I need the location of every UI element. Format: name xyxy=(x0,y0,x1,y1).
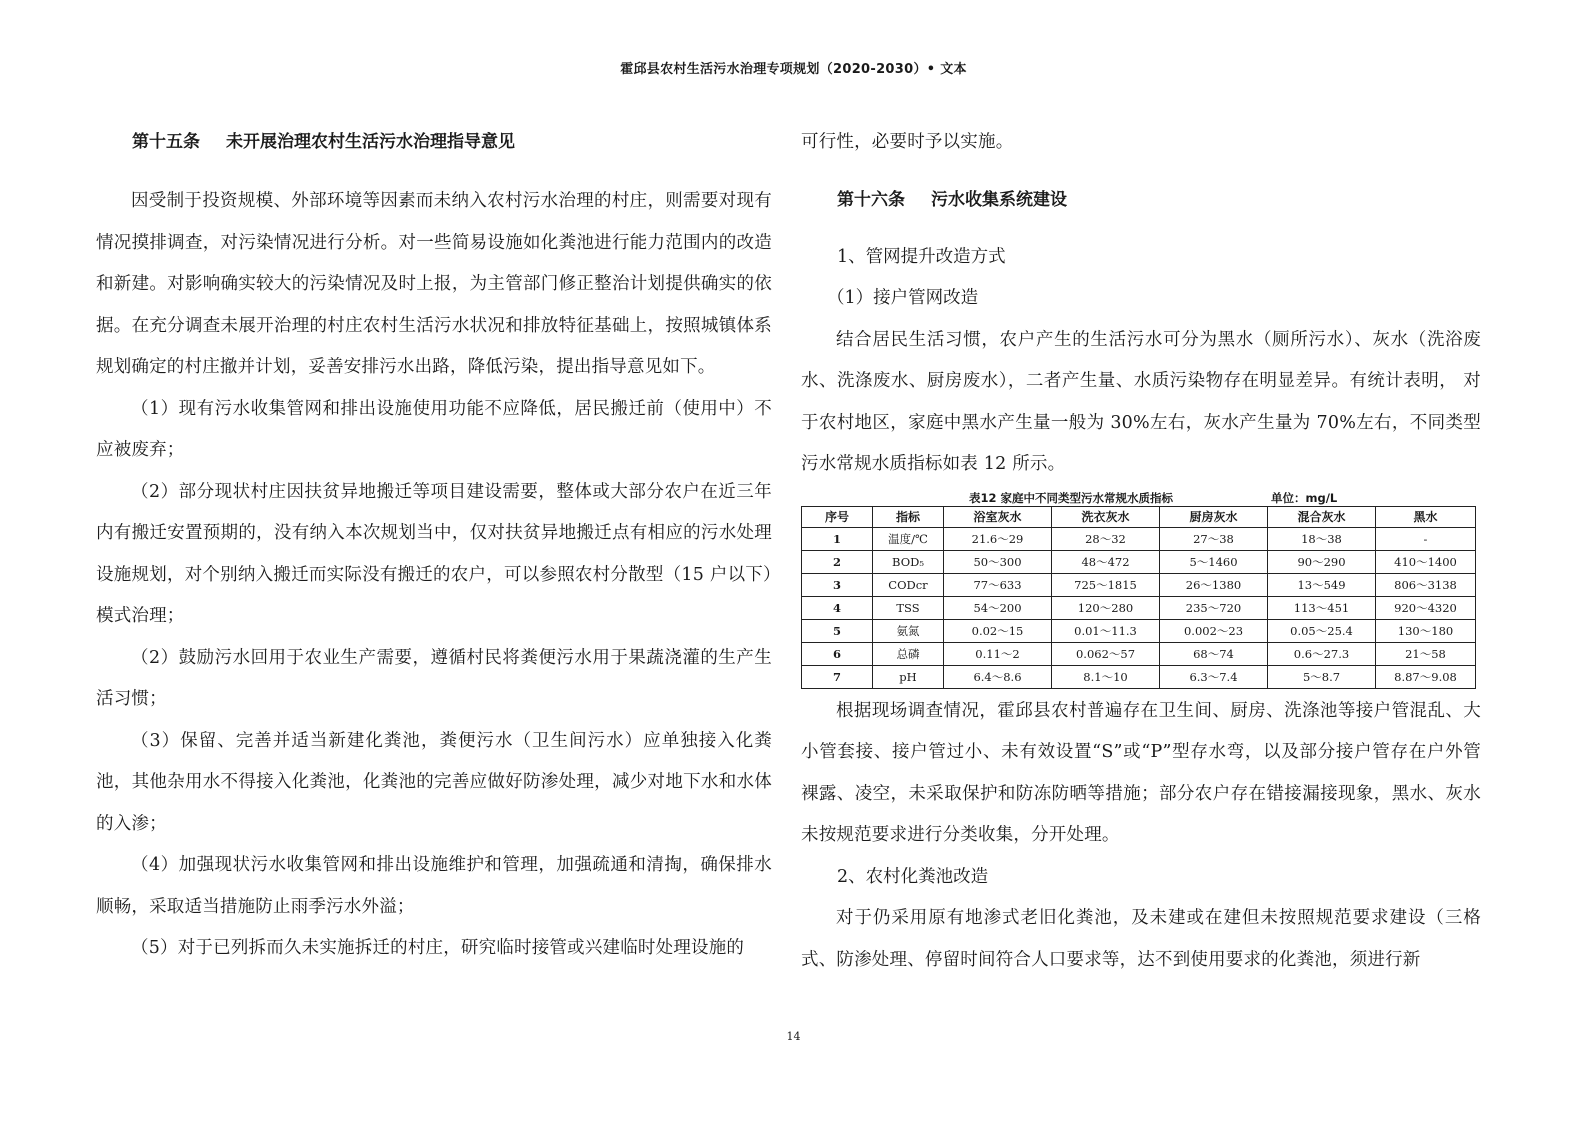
section-heading: 1、管网提升改造方式 xyxy=(837,246,1006,267)
article-title: 污水收集系统建设 xyxy=(931,189,1067,210)
table-cell: 0.002～23 xyxy=(1160,619,1268,642)
article-number: 第十六条 xyxy=(837,189,905,210)
table-header-row xyxy=(802,506,1476,527)
table-cell: 21.6～29 xyxy=(944,527,1052,550)
guideline-item: （3）保留、完善并适当新建化粪池，粪便污水（卫生间污水）应单独接入化粪池，其他杂用水不得接入化粪池，化粪池的完善应做好防渗处理，减少对地下水和水体的入渗； xyxy=(96,730,772,834)
table-cell: 5～1460 xyxy=(1160,550,1268,573)
table-cell: 4 xyxy=(802,596,873,619)
body-paragraph: 对于仍采用原有地渗式老旧化粪池，及未建或在建但未按照规范要求建设（三格式、防渗处理、停留时间符合人口要求等，达不到使用要求的化粪池，须进行新 xyxy=(801,908,1481,970)
right-column xyxy=(801,122,1481,981)
section-heading: 2、农村化粪池改造 xyxy=(837,866,989,887)
column-header: 指标 xyxy=(873,506,944,527)
table-cell: 77～633 xyxy=(944,573,1052,596)
table-row xyxy=(802,573,1476,596)
table-caption xyxy=(801,490,1481,506)
table-row xyxy=(802,642,1476,665)
column-header: 序号 xyxy=(802,506,873,527)
table-cell: pH xyxy=(873,665,944,688)
guideline-item: （4）加强现状污水收集管网和排出设施维护和管理，加强疏通和清掏，确保排水顺畅，采取适当措施防止雨季污水外溢； xyxy=(96,855,772,917)
document-header: 霍邱县农村生活污水治理专项规划（2020-2030）• 文本 xyxy=(620,62,967,77)
table-cell: 725～1815 xyxy=(1052,573,1160,596)
table-cell: 0.01～11.3 xyxy=(1052,619,1160,642)
table-title: 表12 家庭中不同类型污水常规水质指标 xyxy=(969,490,1174,505)
table-cell: 1 xyxy=(802,527,873,550)
table-cell: 806～3138 xyxy=(1376,573,1476,596)
table-cell: 13～549 xyxy=(1268,573,1376,596)
article-15-heading xyxy=(96,122,772,163)
column-header: 混合灰水 xyxy=(1268,506,1376,527)
water-quality-table xyxy=(801,506,1476,689)
table-cell: 氨氮 xyxy=(873,619,944,642)
guideline-item: （2）部分现状村庄因扶贫异地搬迁等项目建设需要，整体或大部分农户在近三年内有搬迁安置预期的，没有纳入本次规划当中，仅对扶贫异地搬迁点有相应的污水处理设施规划，对个别纳入搬迁而实际没有搬迁的农户，可以参照农村分散型（15 户以下）模式治理； xyxy=(96,481,772,626)
table-cell: 0.11～2 xyxy=(944,642,1052,665)
table-cell: 113～451 xyxy=(1268,596,1376,619)
table-cell: BOD₅ xyxy=(873,550,944,573)
table-cell: 68～74 xyxy=(1160,642,1268,665)
guideline-item: （2）鼓励污水回用于农业生产需要，遵循村民将粪便污水用于果蔬浇灌的生产生活习惯； xyxy=(96,647,772,709)
table-row xyxy=(802,619,1476,642)
column-header: 黑水 xyxy=(1376,506,1476,527)
guideline-item: （1）现有污水收集管网和排出设施使用功能不应降低，居民搬迁前（使用中）不应被废弃； xyxy=(96,398,772,460)
table-row xyxy=(802,596,1476,619)
article-16-heading xyxy=(801,180,1481,221)
left-column xyxy=(96,122,772,970)
table-row xyxy=(802,527,1476,550)
table-cell: 26～1380 xyxy=(1160,573,1268,596)
table-cell: 130～180 xyxy=(1376,619,1476,642)
table-row xyxy=(802,550,1476,573)
table-cell: 2 xyxy=(802,550,873,573)
table-cell: 8.1～10 xyxy=(1052,665,1160,688)
table-cell: 120～280 xyxy=(1052,596,1160,619)
table-cell: 18～38 xyxy=(1268,527,1376,550)
intro-paragraph: 因受制于投资规模、外部环境等因素而未纳入农村污水治理的村庄，则需要对现有情况摸排调查，对污染情况进行分析。对一些简易设施如化粪池进行能力范围内的改造和新建。对影响确实较大的污染情况及时上报，为主管部门修正整治计划提供确实的依据。在充分调查未展开治理的村庄农村生活污水状况和排放特征基础上，按照城镇体系规划确定的村庄撤并计划，妥善安排污水出路，降低污染，提出指导意见如下。 xyxy=(96,191,772,377)
table-cell: 90～290 xyxy=(1268,550,1376,573)
table-cell: 50～300 xyxy=(944,550,1052,573)
page-number: 14 xyxy=(786,1030,801,1043)
table-cell: 0.05～25.4 xyxy=(1268,619,1376,642)
continuation-text: 可行性，必要时予以实施。 xyxy=(801,132,1014,152)
table-row xyxy=(802,665,1476,688)
column-header: 厨房灰水 xyxy=(1160,506,1268,527)
table-cell: 5～8.7 xyxy=(1268,665,1376,688)
article-number: 第十五条 xyxy=(132,132,200,152)
table-cell: 48～472 xyxy=(1052,550,1160,573)
table-cell: 总磷 xyxy=(873,642,944,665)
table-cell: 6 xyxy=(802,642,873,665)
guideline-item: （5）对于已列拆而久未实施拆迁的村庄，研究临时接管或兴建临时处理设施的 xyxy=(131,938,745,958)
subsection-heading: （1）接户管网改造 xyxy=(827,288,979,308)
article-title: 未开展治理农村生活污水治理指导意见 xyxy=(226,132,515,152)
table-cell: 21～58 xyxy=(1376,642,1476,665)
table-cell: 27～38 xyxy=(1160,527,1268,550)
body-paragraph: 根据现场调查情况，霍邱县农村普遍存在卫生间、厨房、洗涤池等接户管混乱、大小管套接、接户管过小、未有效设置“S”或“P”型存水弯，以及部分接户管存在户外管裸露、凌空，未采取保护和防冻防晒等措施；部分农户存在错接漏接现象，黑水、灰水未按规范要求进行分类收集，分开处理。 xyxy=(801,700,1481,845)
table-cell: 920～4320 xyxy=(1376,596,1476,619)
table-cell: 温度/℃ xyxy=(873,527,944,550)
column-header: 浴室灰水 xyxy=(944,506,1052,527)
table-cell: 8.87～9.08 xyxy=(1376,665,1476,688)
table-cell: 235～720 xyxy=(1160,596,1268,619)
table-cell: 5 xyxy=(802,619,873,642)
table-cell: 0.062～57 xyxy=(1052,642,1160,665)
column-header: 洗衣灰水 xyxy=(1052,506,1160,527)
table-cell: 0.02～15 xyxy=(944,619,1052,642)
table-cell: 54～200 xyxy=(944,596,1052,619)
table-cell: 6.3～7.4 xyxy=(1160,665,1268,688)
table-cell: CODcr xyxy=(873,573,944,596)
table-cell: 7 xyxy=(802,665,873,688)
table-cell: 410～1400 xyxy=(1376,550,1476,573)
table-cell: 0.6～27.3 xyxy=(1268,642,1376,665)
table-cell: 6.4～8.6 xyxy=(944,665,1052,688)
table-cell: 28～32 xyxy=(1052,527,1160,550)
body-paragraph: 结合居民生活习惯，农户产生的生活污水可分为黑水（厕所污水）、灰水（洗浴废水、洗涤废水、厨房废水），二者产生量、水质污染物存在明显差异。有统计表明， 对于农村地区，家庭中黑水产生量一般为 30%左右，灰水产生量为 70%左右，不同类型污水常规水质指标如表 12 所示。 xyxy=(801,329,1481,474)
table-cell: TSS xyxy=(873,596,944,619)
table-cell: 3 xyxy=(802,573,873,596)
table-cell: - xyxy=(1376,527,1476,550)
table-unit: 单位：mg/L xyxy=(1271,490,1338,505)
